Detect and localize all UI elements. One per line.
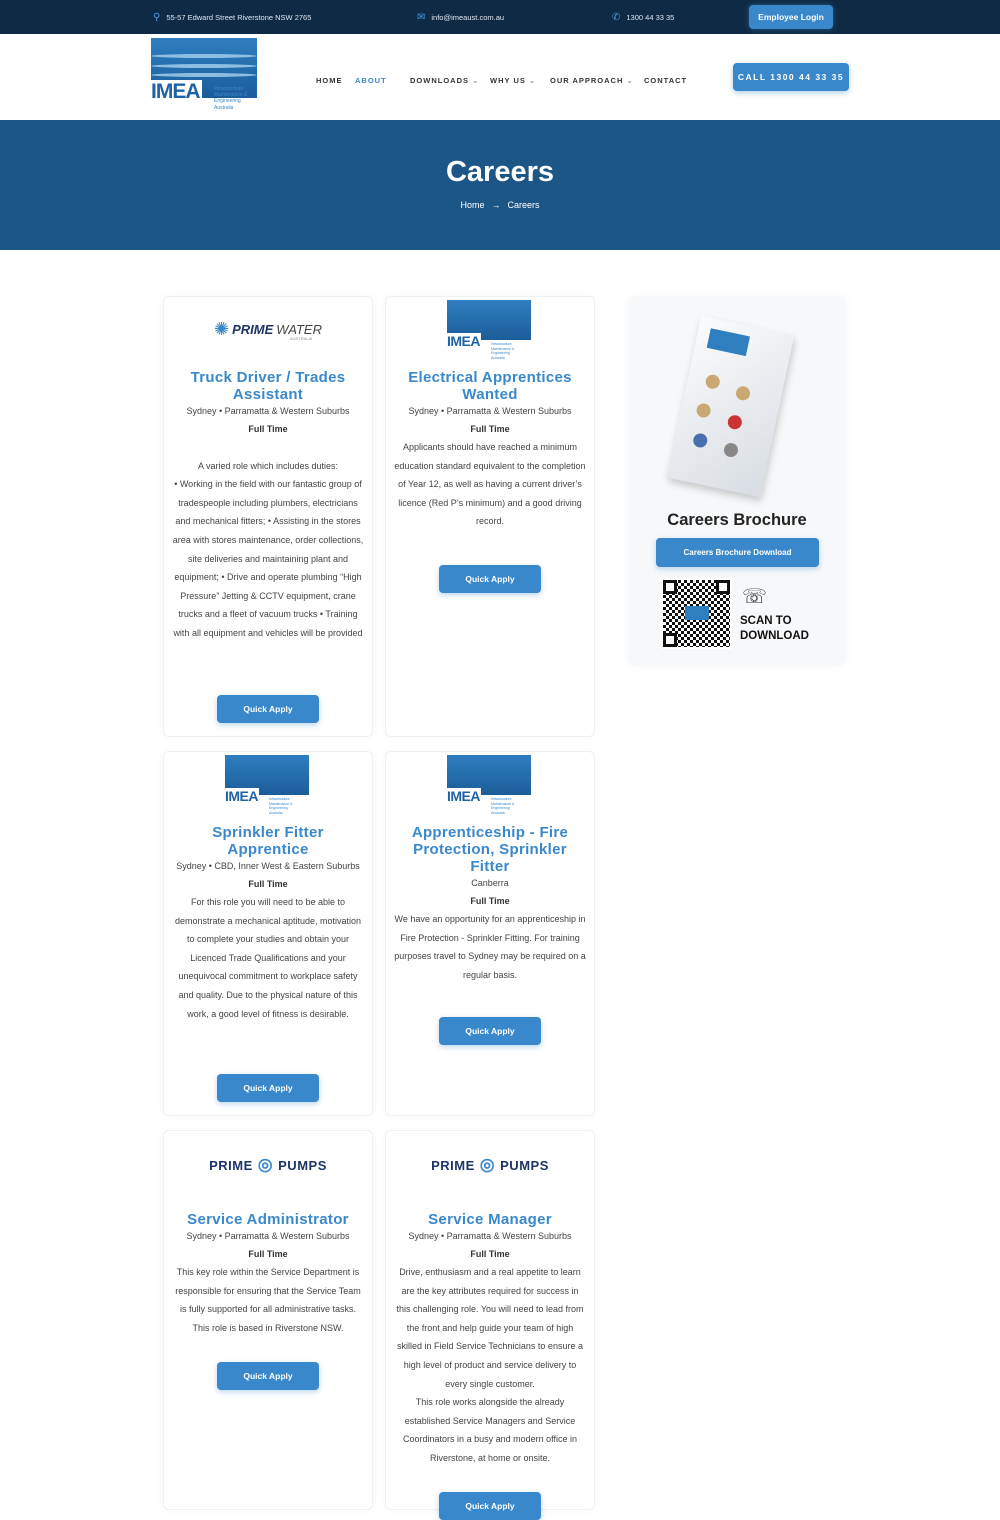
job-card bbox=[163, 1130, 373, 1510]
nav-home[interactable]: HOME bbox=[316, 76, 343, 85]
job-type: Full Time bbox=[248, 424, 288, 434]
swirl-icon: ✺ bbox=[213, 319, 230, 339]
page-hero bbox=[0, 120, 1000, 250]
page-title: Careers bbox=[445, 156, 555, 188]
job-title[interactable]: Service Manager bbox=[428, 1211, 552, 1228]
job-location: Canberra bbox=[471, 878, 509, 888]
logo-text: PRIME bbox=[431, 1157, 475, 1173]
job-title[interactable]: Service Administrator bbox=[187, 1211, 349, 1228]
qr-code bbox=[661, 578, 732, 649]
logo-text: IMEA bbox=[447, 788, 480, 804]
scan-to-download: SCAN TO DOWNLOAD bbox=[740, 615, 809, 642]
job-description: For this role you will need to be able to demonstrate a mechanical aptitude, motivation to complete your studies and obtain your Licenced Trade Qualifications and your unequivocal commitment to workplace safety and quality. Due to the physical nature of this work, a good level of fitness is desirable. bbox=[174, 897, 362, 1019]
logo-text-2: PUMPS bbox=[278, 1157, 327, 1173]
job-title[interactable]: Electrical Apprentices Wanted bbox=[408, 369, 572, 403]
job-card bbox=[163, 296, 373, 737]
top-bar bbox=[0, 0, 1000, 34]
breadcrumb-home[interactable]: Home bbox=[460, 200, 485, 210]
job-type: Full Time bbox=[470, 1249, 510, 1259]
chevron-down-icon: ⌄ bbox=[528, 76, 537, 85]
imea-logo[interactable] bbox=[151, 38, 257, 116]
job-location: Sydney • Parramatta & Western Suburbs bbox=[186, 406, 350, 416]
swirl-icon: ◎ bbox=[479, 1155, 496, 1174]
logo-text: PRIME bbox=[209, 1157, 253, 1173]
job-card bbox=[385, 1130, 595, 1510]
chevron-down-icon: ⌄ bbox=[626, 76, 634, 85]
logo-sub: AUSTRALIA bbox=[290, 336, 313, 341]
nav-downloads-label: DOWNLOADS bbox=[410, 76, 469, 85]
imea-logo: IMEA Infrastructure Maintenance & Engineering Australia bbox=[447, 755, 531, 817]
address-text: 55-57 Edward Street Riverstone NSW 2765 bbox=[166, 13, 312, 22]
hand-phone-icon: ☏ bbox=[742, 586, 768, 608]
quick-apply-button[interactable]: Quick Apply bbox=[217, 1362, 319, 1390]
nav-why-us[interactable] bbox=[490, 76, 536, 85]
logo-text: IMEA bbox=[447, 333, 480, 349]
brochure-title: Careers Brochure bbox=[667, 511, 807, 529]
job-type: Full Time bbox=[248, 1249, 288, 1259]
quick-apply-button[interactable]: Quick Apply bbox=[439, 1017, 541, 1045]
phone-icon: ✆ bbox=[612, 12, 621, 23]
breadcrumb-current: Careers bbox=[507, 200, 540, 210]
job-location: Sydney • Parramatta & Western Suburbs bbox=[186, 1231, 350, 1241]
email-link[interactable] bbox=[417, 12, 504, 23]
nav-downloads[interactable] bbox=[410, 76, 479, 85]
job-card bbox=[385, 751, 595, 1116]
job-type: Full Time bbox=[248, 879, 288, 889]
nav-our-approach[interactable] bbox=[550, 76, 634, 85]
quick-apply-button[interactable]: Quick Apply bbox=[439, 565, 541, 593]
job-type: Full Time bbox=[470, 424, 510, 434]
imea-logo: IMEA Infrastructure Maintenance & Engineering Australia bbox=[447, 300, 531, 362]
careers-brochure-panel bbox=[628, 296, 846, 666]
job-location: Sydney • Parramatta & Western Suburbs bbox=[408, 1231, 572, 1241]
envelope-icon: ✉ bbox=[417, 12, 426, 23]
nav-contact[interactable]: CONTACT bbox=[644, 76, 688, 85]
chevron-down-icon: ⌄ bbox=[472, 76, 480, 85]
brochure-download-button[interactable]: Careers Brochure Download bbox=[656, 538, 819, 567]
job-description: We have an opportunity for an apprenticeship in Fire Protection - Sprinkler Fitting. For training purposes travel to Sydney may be required on a regular basis. bbox=[394, 914, 586, 980]
prime-pumps-logo bbox=[386, 1155, 594, 1175]
logo-text: IMEA bbox=[225, 788, 258, 804]
logo-text-2: WATER bbox=[276, 322, 322, 337]
address bbox=[153, 12, 311, 23]
logo-text-2: PUMPS bbox=[500, 1157, 549, 1173]
breadcrumb bbox=[0, 200, 1000, 210]
prime-water-logo bbox=[164, 319, 372, 340]
job-title[interactable]: Truck Driver / Trades Assistant bbox=[190, 369, 346, 403]
email-text[interactable]: info@imeaust.com.au bbox=[431, 13, 505, 22]
phone-text[interactable]: 1300 44 33 35 bbox=[626, 13, 675, 22]
job-description: Drive, enthusiasm and a real appetite to learn are the key attributes required for success in this challenging role. You will need to lead from the front and help guide your team of high skilled in Field Service Technicians to ensure a high level of product and service delivery to every single customer. This role works alongside the already established Service Managers and Service Coordinators in a busy and modern office in Riverstone, at home or onsite. bbox=[396, 1267, 584, 1463]
phone-link[interactable] bbox=[612, 12, 674, 23]
brochure-image bbox=[667, 316, 794, 497]
nav-about[interactable]: ABOUT bbox=[355, 76, 387, 85]
arrow-right-icon: → bbox=[491, 200, 501, 210]
job-description: This key role within the Service Department is responsible for ensuring that the Service Team is fully supported for all administrative tasks. This role is based in Riverstone NSW. bbox=[175, 1267, 361, 1333]
job-card bbox=[163, 751, 373, 1116]
prime-pumps-logo bbox=[164, 1155, 372, 1175]
job-description: A varied role which includes duties: • Working in the field with our fantastic group of tradespeople including plumbers, electricians and mechanical fitters; • Assisting in the stores area with stores maintenance, order collections, site deliveries and maintaining plant and equipment; • Drive and operate plumbing “High Pressure” Jetting & CCTV equipment, crane trucks and a fleet of vacuum trucks • Training with all equipment and vehicles will be provided bbox=[172, 460, 364, 638]
quick-apply-button[interactable]: Quick Apply bbox=[439, 1492, 541, 1520]
nav-why-us-label: WHY US bbox=[490, 76, 526, 85]
header bbox=[0, 34, 1000, 120]
logo-subtitle: Infrastructure Maintenance & Engineering Australia bbox=[214, 86, 248, 111]
swirl-icon: ◎ bbox=[257, 1155, 274, 1174]
quick-apply-button[interactable]: Quick Apply bbox=[217, 695, 319, 723]
logo-text: PRIME bbox=[232, 322, 274, 337]
employee-login-button[interactable]: Employee Login bbox=[749, 5, 833, 29]
nav-our-approach-label: OUR APPROACH bbox=[550, 76, 624, 85]
imea-logo: IMEA Infrastructure Maintenance & Engineering Australia bbox=[225, 755, 309, 817]
job-card bbox=[385, 296, 595, 737]
job-location: Sydney • CBD, Inner West & Eastern Suburbs bbox=[176, 861, 360, 871]
job-title[interactable]: Apprenticeship - Fire Protection, Sprinkler Fitter bbox=[411, 824, 569, 875]
quick-apply-button[interactable]: Quick Apply bbox=[217, 1074, 319, 1102]
job-location: Sydney • Parramatta & Western Suburbs bbox=[408, 406, 572, 416]
job-description: Applicants should have reached a minimum education standard equivalent to the completion of Year 12, as well as having a current driver’s licence (Red P’s minimum) and a good driving record. bbox=[394, 442, 586, 527]
location-pin-icon: ⚲ bbox=[153, 12, 161, 23]
job-title[interactable]: Sprinkler Fitter Apprentice bbox=[212, 824, 324, 858]
logo-text: IMEA bbox=[151, 80, 200, 103]
job-type: Full Time bbox=[470, 896, 510, 906]
call-button[interactable]: CALL 1300 44 33 35 bbox=[733, 63, 849, 91]
